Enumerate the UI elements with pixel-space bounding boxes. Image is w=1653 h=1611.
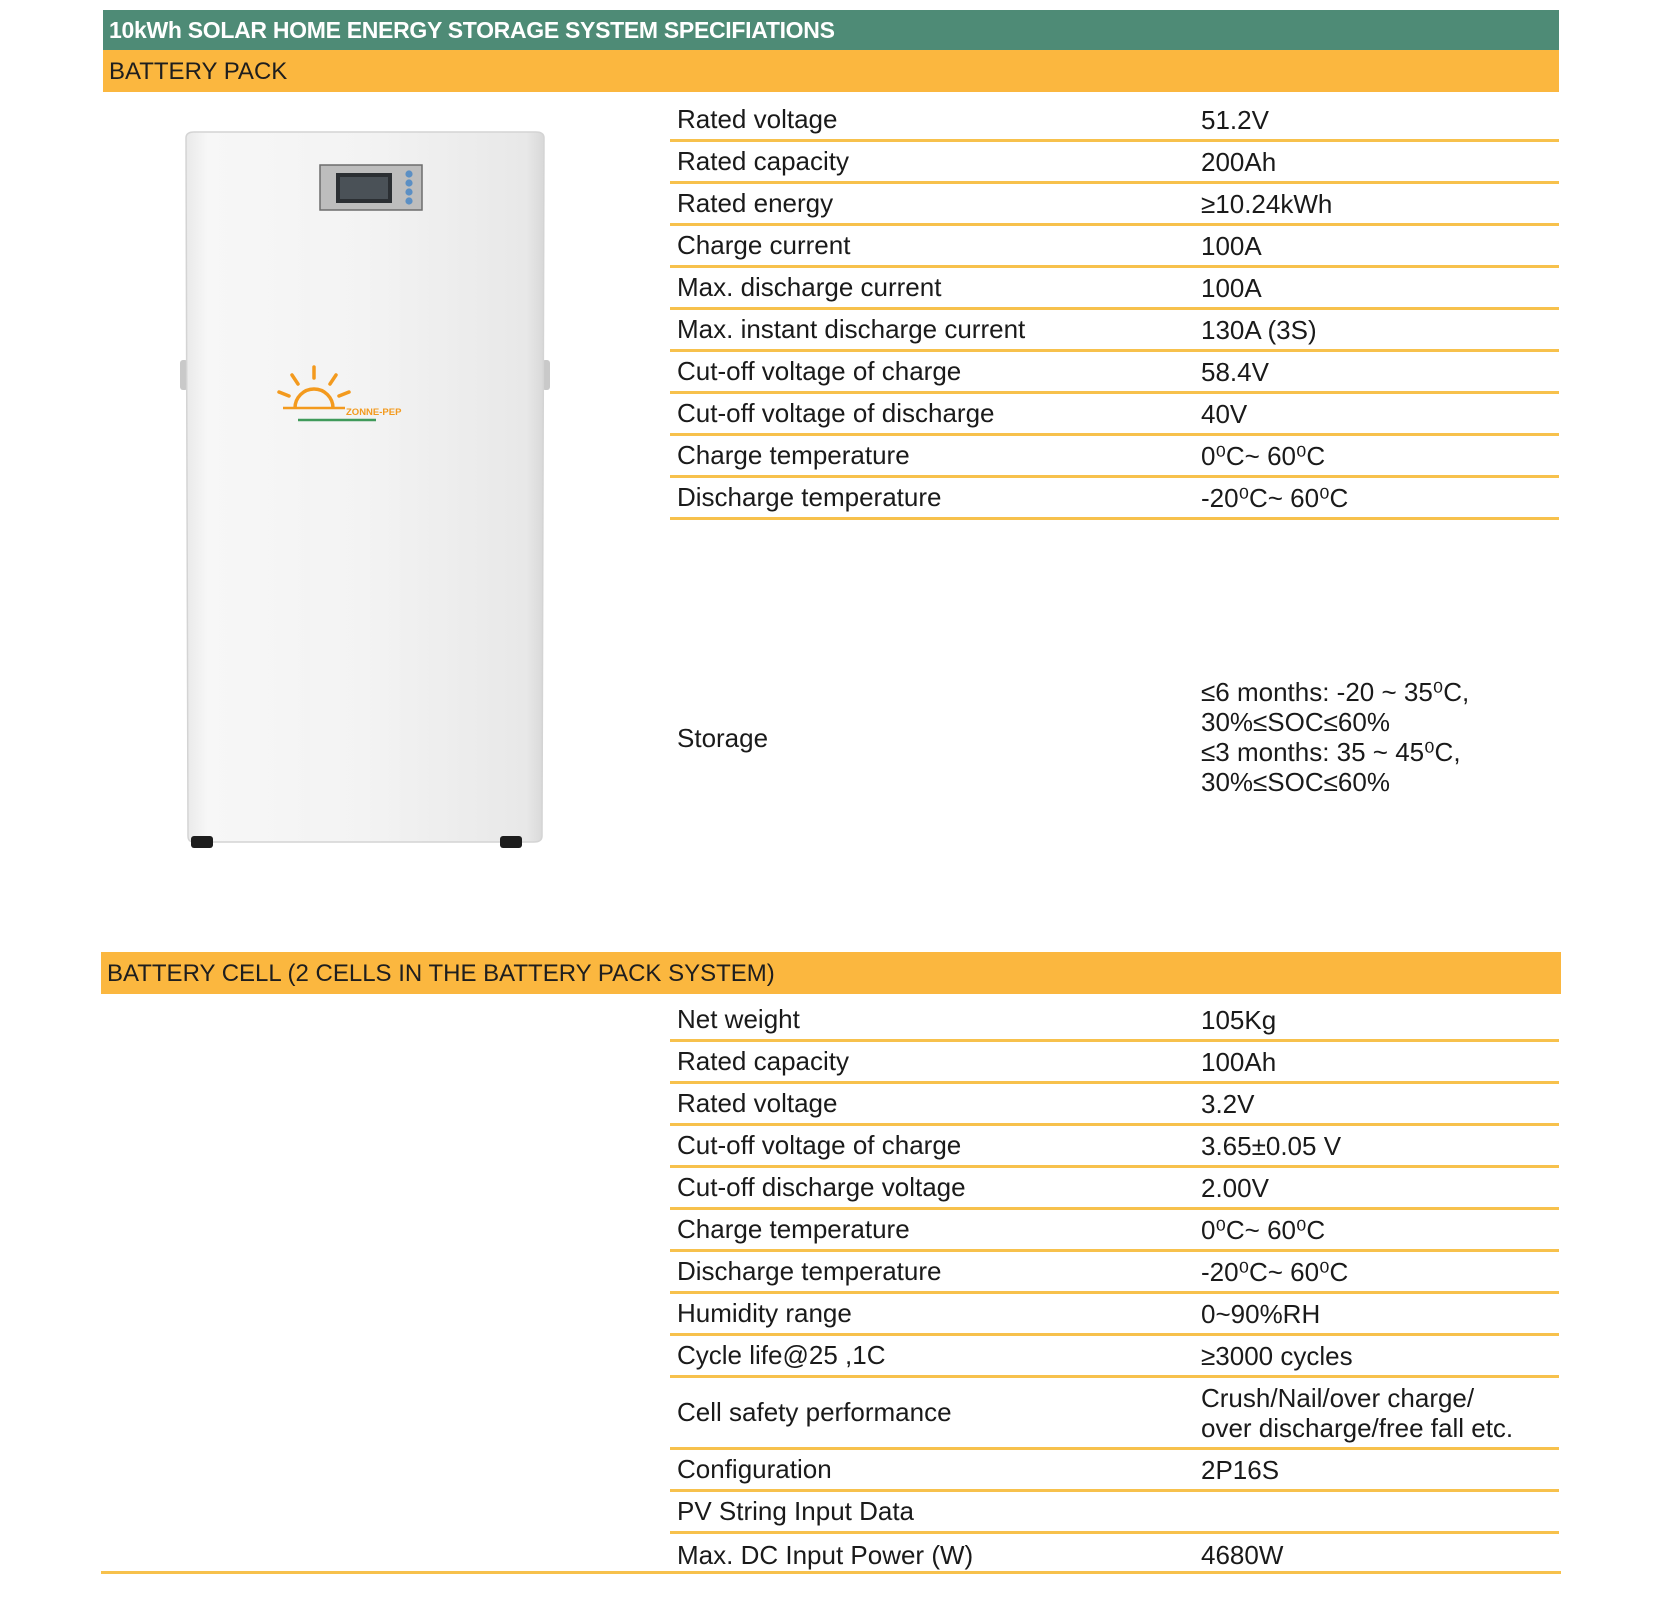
storage-line: 30%≤SOC≤60% <box>1201 767 1390 797</box>
table-row <box>670 1336 1559 1378</box>
battery-cabinet-image <box>180 130 560 850</box>
spec-label: Rated energy <box>677 188 834 218</box>
left-foot <box>191 836 213 848</box>
table-row <box>670 226 1559 268</box>
spec-label: PV String Input Data <box>677 1496 915 1526</box>
spec-value: 100Ah <box>1201 1046 1277 1077</box>
lcd-display-panel <box>320 165 422 210</box>
table-row <box>670 1168 1559 1210</box>
table-row <box>670 352 1559 394</box>
page-title: 10kWh SOLAR HOME ENERGY STORAGE SYSTEM SPECIFIATIONS <box>103 10 1559 50</box>
table-row <box>670 1126 1559 1168</box>
spec-label: Max. discharge current <box>677 272 942 302</box>
spec-value <box>1201 1492 1551 1531</box>
spec-value: 4680W <box>1201 1540 1284 1570</box>
spec-label: Rated voltage <box>677 104 838 134</box>
spec-label: Charge current <box>677 230 851 260</box>
spec-value: -20⁰C~ 60⁰C <box>1201 482 1349 513</box>
spec-label: Max. instant discharge current <box>677 314 1026 344</box>
spec-label: Charge temperature <box>677 440 910 470</box>
spec-label: Rated capacity <box>677 1046 849 1076</box>
spec-value: 200Ah <box>1201 146 1277 177</box>
spec-label: Discharge temperature <box>677 482 942 512</box>
table-row <box>670 436 1559 478</box>
battery-pack-spec-table <box>670 100 1559 520</box>
spec-label: Cell safety performance <box>677 1397 952 1427</box>
spec-label: Max. DC Input Power (W) <box>677 1539 974 1570</box>
bottom-rule <box>101 1571 1561 1574</box>
spec-value: 58.4V <box>1201 356 1269 387</box>
spec-value: 100A <box>1201 272 1262 303</box>
table-row <box>670 1084 1559 1126</box>
table-row <box>670 1294 1559 1336</box>
spec-label: Charge temperature <box>677 1214 910 1244</box>
spec-label: Configuration <box>677 1454 832 1484</box>
table-row <box>670 100 1559 142</box>
spec-value: -20⁰C~ 60⁰C <box>1201 1256 1349 1287</box>
spec-value: 0⁰C~ 60⁰C <box>1201 1214 1326 1245</box>
spec-label: Cycle life@25 ,1C <box>677 1340 886 1370</box>
table-row <box>670 310 1559 352</box>
spec-value: ≥3000 cycles <box>1201 1340 1353 1371</box>
spec-value: 2P16S <box>1201 1454 1280 1485</box>
table-row <box>670 142 1559 184</box>
spec-value: 2.00V <box>1201 1172 1269 1203</box>
spec-value: 3.65±0.05 V <box>1201 1130 1342 1161</box>
table-row <box>670 1252 1559 1294</box>
spec-value: 40V <box>1201 398 1248 429</box>
spec-value: 0⁰C~ 60⁰C <box>1201 440 1326 471</box>
spec-label: Rated capacity <box>677 146 849 176</box>
spec-value: 130A (3S) <box>1201 314 1317 345</box>
cabinet-body <box>186 132 544 842</box>
safety-line: Crush/Nail/over charge/ <box>1201 1382 1475 1413</box>
spec-value: 3.2V <box>1201 1088 1255 1119</box>
spec-label: Net weight <box>677 1004 800 1034</box>
spec-value: 51.2V <box>1201 104 1269 135</box>
spec-value: ≥10.24kWh <box>1201 188 1333 219</box>
spec-value: 0~90%RH <box>1201 1298 1321 1329</box>
table-row <box>670 268 1559 310</box>
table-row <box>670 1534 1559 1576</box>
spec-label: Rated voltage <box>677 1088 838 1118</box>
spec-value: 105Kg <box>1201 1004 1277 1035</box>
storage-label: Storage <box>677 722 769 753</box>
storage-row <box>670 663 1559 813</box>
spec-label: Humidity range <box>677 1298 852 1328</box>
right-foot <box>500 836 522 848</box>
table-row <box>670 184 1559 226</box>
storage-line: ≤3 months: 35 ~ 45⁰C, <box>1201 737 1461 767</box>
spec-label: Cut-off voltage of discharge <box>677 398 995 428</box>
table-row <box>670 1000 1559 1042</box>
spec-label: Cut-off voltage of charge <box>677 1130 962 1160</box>
storage-line: ≤6 months: -20 ~ 35⁰C, <box>1201 677 1470 707</box>
table-row <box>670 1042 1559 1084</box>
battery-cell-spec-table <box>670 1000 1559 1576</box>
table-row <box>670 1210 1559 1252</box>
storage-line: 30%≤SOC≤60% <box>1201 707 1390 737</box>
spec-label: Cut-off discharge voltage <box>677 1172 966 1202</box>
spec-label: Discharge temperature <box>677 1256 942 1286</box>
safety-line: over discharge/free fall etc. <box>1201 1412 1514 1443</box>
battery-cell-heading: BATTERY CELL (2 CELLS IN THE BATTERY PACK SYSTEM) <box>101 952 1561 994</box>
spec-label: Cut-off voltage of charge <box>677 356 962 386</box>
storage-value <box>1201 677 1469 797</box>
table-row <box>670 394 1559 436</box>
table-row <box>670 1450 1559 1492</box>
spec-value: 100A <box>1201 230 1262 261</box>
battery-pack-heading: BATTERY PACK <box>103 50 1559 92</box>
table-row <box>670 478 1559 520</box>
spec-value <box>1201 1378 1551 1447</box>
logo-wordmark: ZONNE-PEP <box>346 407 402 418</box>
table-row <box>670 1378 1559 1450</box>
table-row <box>670 1492 1559 1534</box>
